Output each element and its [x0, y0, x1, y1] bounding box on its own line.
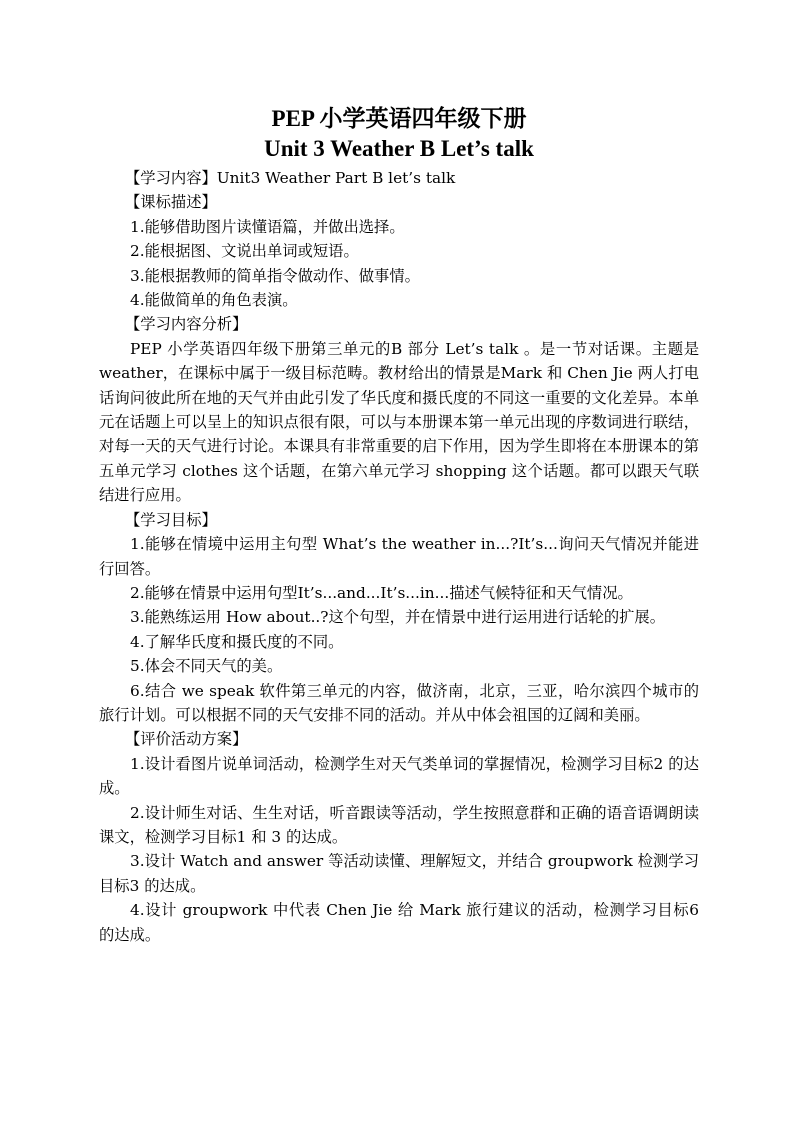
- section-heading-evaluation: 【评价活动方案】: [125, 730, 248, 749]
- objective-item: 4.了解华氏度和摄氏度的不同。: [130, 632, 344, 651]
- section-heading-learning-content: 【学习内容】Unit3 Weather Part B let’s talk: [125, 169, 456, 187]
- objective-item: 3.能熟练运用 How about..?这个句型，并在情景中进行运用进行话轮的扩展。: [130, 608, 666, 627]
- curriculum-item: 3.能根据教师的简单指令做动作、做事情。: [130, 266, 420, 285]
- curriculum-item: 2.能根据图、文说出单词或短语。: [130, 242, 359, 261]
- curriculum-item: 1.能够借助图片读懂语篇，并做出选择。: [130, 217, 405, 236]
- objective-item: 6.结合 we speak 软件第三单元的内容，做济南，北京，三亚，哈尔滨四个城市的旅行计划。可以根据不同的天气安排不同的活动。并从中体会祖国的辽阔和美丽。: [99, 681, 699, 724]
- section-heading-objectives: 【学习目标】: [125, 510, 217, 529]
- objective-item: 5.体会不同天气的美。: [130, 657, 283, 676]
- evaluation-item: 1.设计看图片说单词活动，检测学生对天气类单词的掌握情况，检测学习目标2 的达成。: [99, 754, 699, 798]
- content-analysis-paragraph: PEP 小学英语四年级下册第三单元的B 部分 Let’s talk 。是一节对话课。主题是 weather，在课标中属于一级目标范畴。教材给出的情景是Mark 和 Chen Jie 两人打电话询问彼此所在地的天气并由此引发了华氏度和摄氏度的不同这一重要的文化差异。本单元在话题上可以呈上的知识点很有限，可以与本册课本第一单元出现的序数词进行联结，对每一天的天气进行讨论。本课具有非常重要的启下作用，因为学生即将在本册课本的第五单元学习 clothes 这个话题，在第六单元学习 shopping 这个话题。都可以跟天气联结进行应用。: [99, 339, 699, 505]
- section-heading-curriculum: 【课标描述】: [125, 193, 217, 212]
- objective-item: 1.能够在情境中运用主句型 What’s the weather in...?It’s...询问天气情况并能进行回答。: [99, 535, 699, 578]
- document-subtitle: Unit 3 Weather B Let’s talk: [264, 136, 534, 161]
- section-heading-content-analysis: 【学习内容分析】: [125, 315, 248, 334]
- evaluation-item: 3.设计 Watch and answer 等活动读懂、理解短文，并结合 groupwork 检测学习目标3 的达成。: [99, 852, 699, 895]
- document-body: [99, 104, 699, 947]
- curriculum-item: 4.能做简单的角色表演。: [130, 291, 298, 310]
- evaluation-item: 4.设计 groupwork 中代表 Chen Jie 给 Mark 旅行建议的活动，检测学习目标6 的达成。: [99, 901, 699, 944]
- evaluation-item: 2.设计师生对话、生生对话，听音跟读等活动，学生按照意群和正确的语音语调朗读课文，检测学习目标1 和 3 的达成。: [99, 803, 699, 846]
- document-title: PEP 小学英语四年级下册: [271, 106, 527, 131]
- objective-item: 2.能够在情景中运用句型It’s...and...It’s...in...描述气候特征和天气情况。: [130, 583, 633, 602]
